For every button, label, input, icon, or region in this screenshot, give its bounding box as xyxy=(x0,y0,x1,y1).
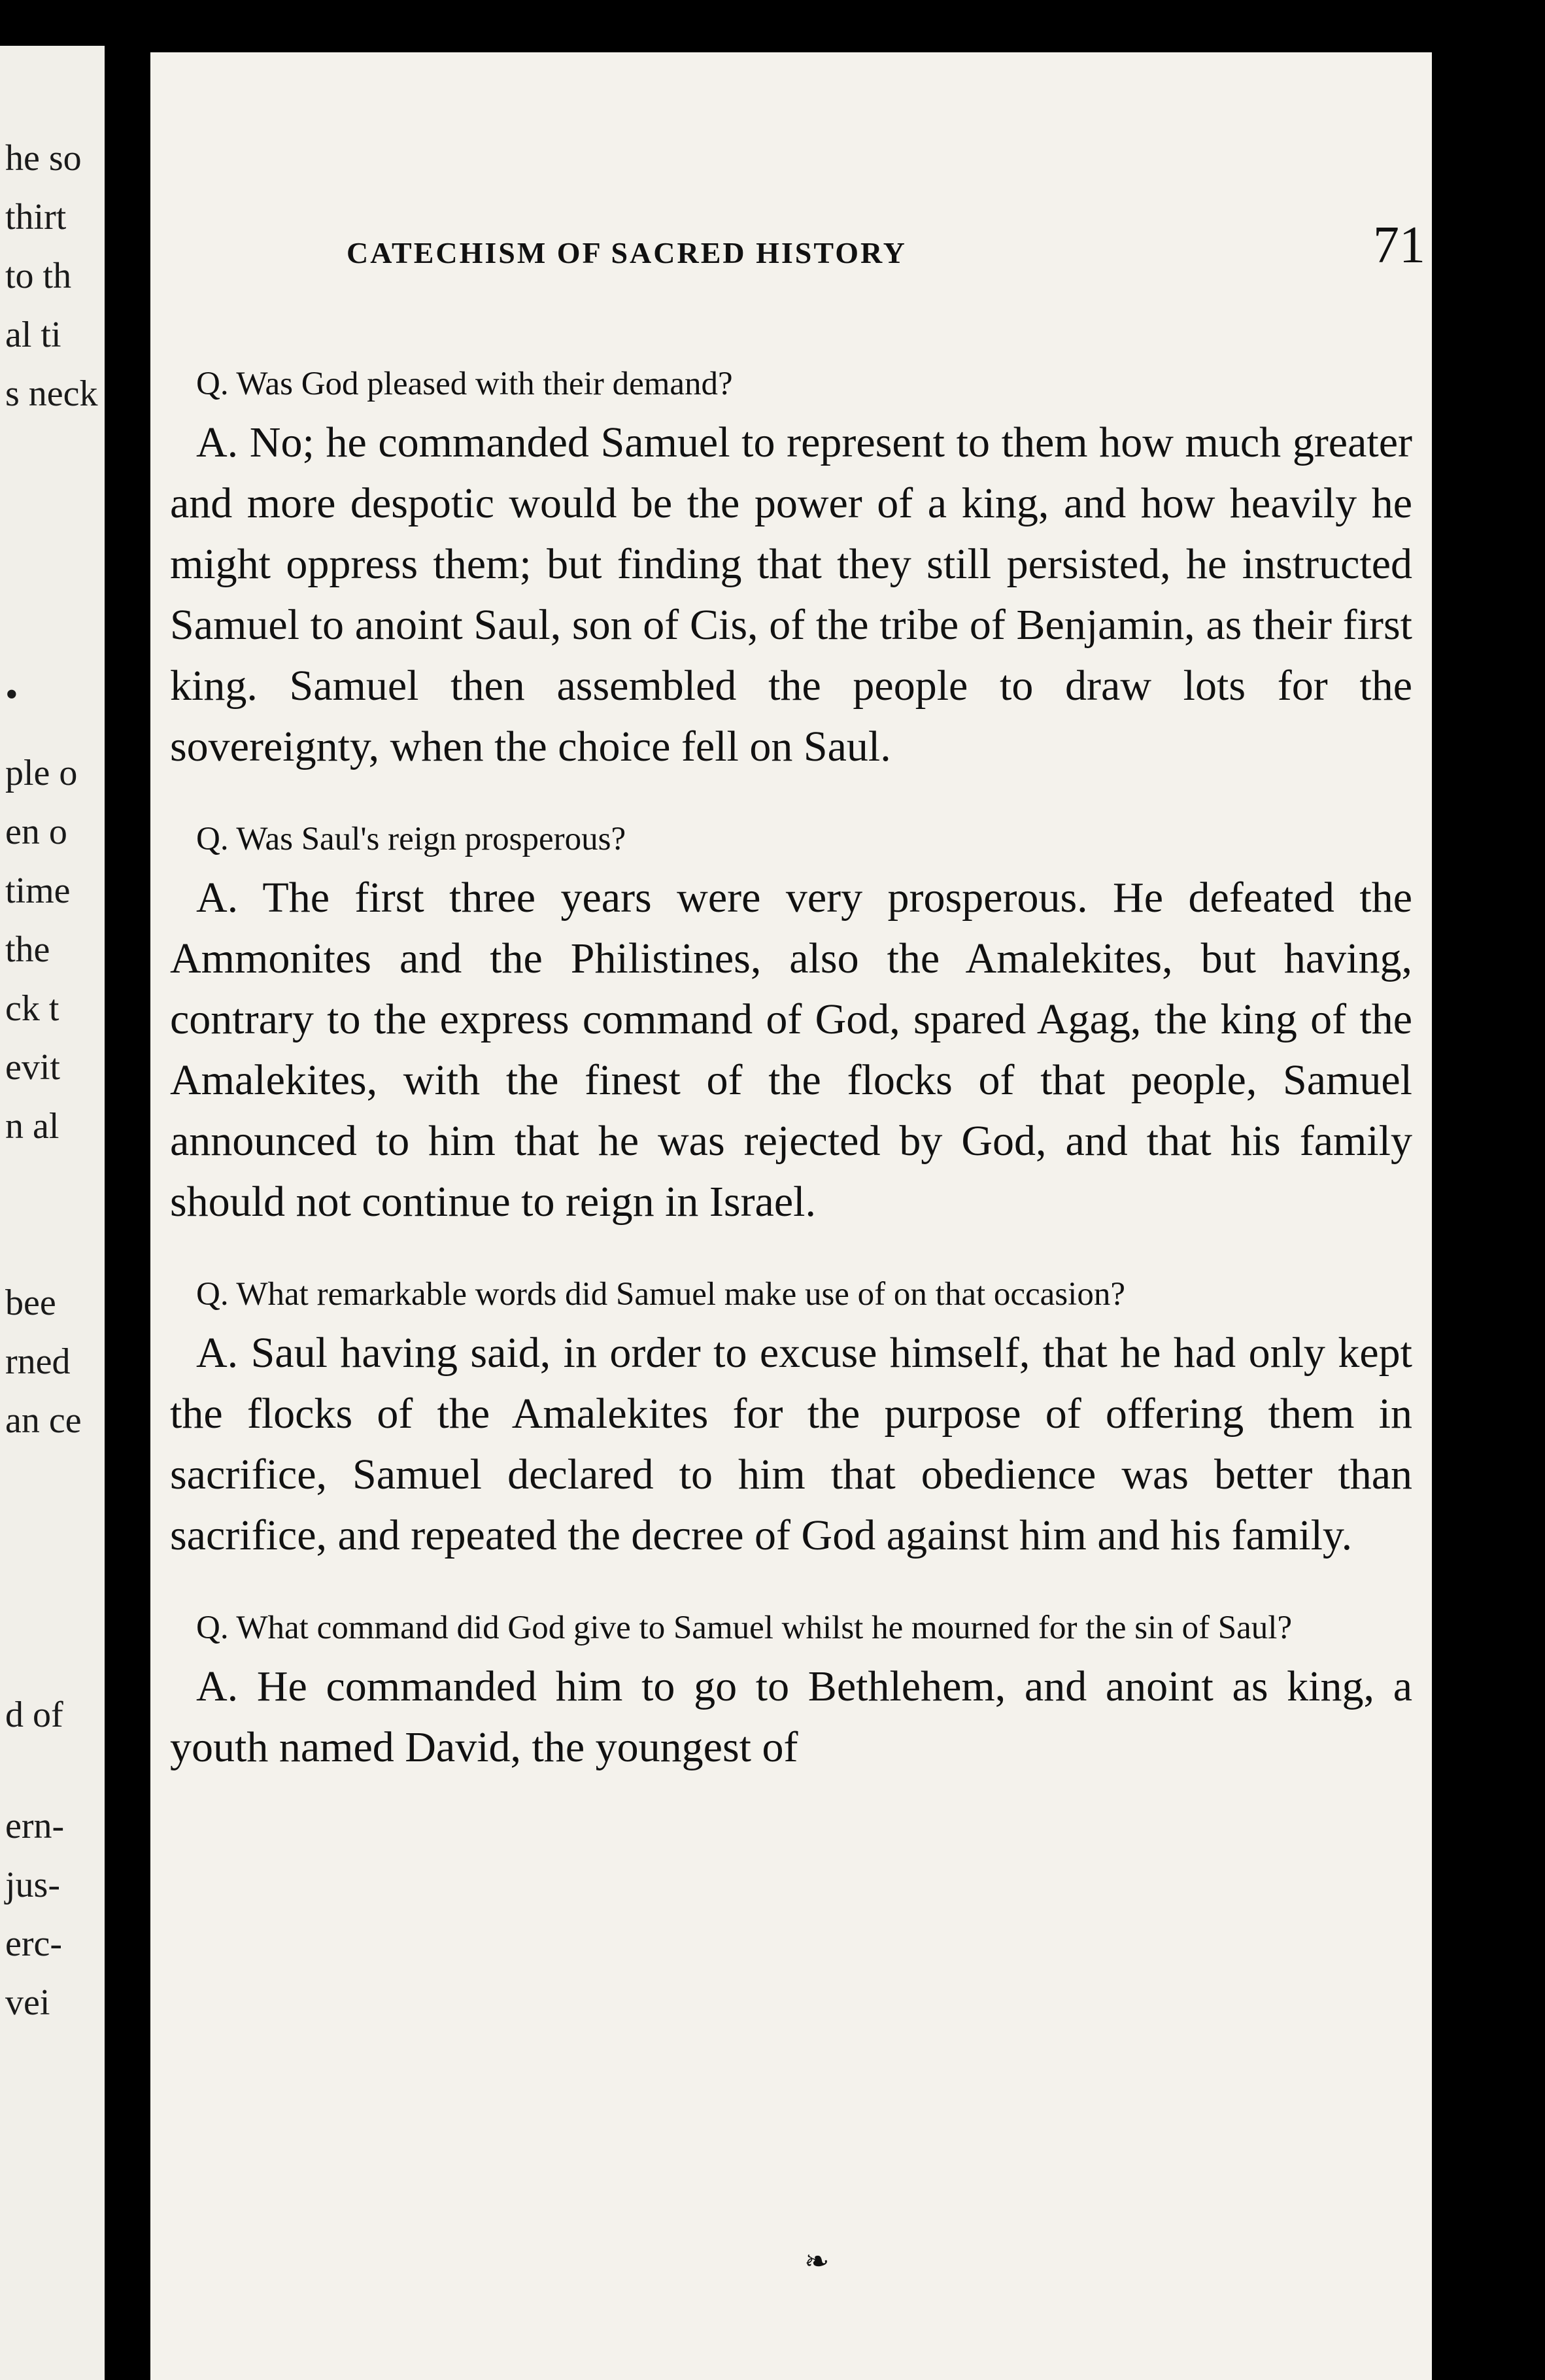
answer-text: A. The first three years were very prosperous. He defeated the Ammonites and the Philistines, also the Amalekites, but having, contrary to the express command of God, spared Agag, the king of the Amalekites, with the finest of the flocks of that people, Samuel announced to him that he was rejected by God, and that his family should not continue to reign in Israel. xyxy=(170,874,1412,1226)
facing-page-fragment: • xyxy=(5,674,18,715)
page-number: 71 xyxy=(1373,216,1425,274)
facing-page-fragment: thirt xyxy=(5,197,67,237)
question-text: Q. What command did God give to Samuel whilst he mourned for the sin of Saul? xyxy=(196,1610,1293,1646)
book-gutter xyxy=(105,39,150,2380)
facing-page-margin xyxy=(0,46,114,2380)
facing-page-fragment: an ce xyxy=(5,1400,82,1441)
facing-page-fragment: rned xyxy=(5,1341,71,1382)
facing-page-fragment: evit xyxy=(5,1047,60,1088)
book-page xyxy=(150,52,1432,2380)
answer-text: A. Saul having said, in order to excuse himself, that he had only kept the flocks of the Amalekites for the purpose of offering them in sacrifice, Samuel declared to him that obedience was better than sacrifice, and repeated the decree of God against him and his family. xyxy=(170,1329,1412,1559)
page-body xyxy=(170,360,1412,1778)
scan-border xyxy=(1432,0,1545,2380)
facing-page-fragment: bee xyxy=(5,1283,56,1323)
facing-page-fragment: he so xyxy=(5,138,82,179)
question-text: Q. Was Saul's reign prosperous? xyxy=(196,821,626,857)
page-header xyxy=(347,216,1425,288)
running-head: CATECHISM OF SACRED HISTORY xyxy=(347,236,907,269)
facing-page-fragment: jus- xyxy=(5,1865,60,1905)
facing-page-fragment: en o xyxy=(5,812,67,852)
facing-page-fragment: time xyxy=(5,871,71,911)
answer-text: A. He commanded him to go to Bethlehem, and anoint as king, a youth named David, the youngest of xyxy=(170,1663,1412,1771)
facing-page-fragment: al ti xyxy=(5,315,61,355)
facing-page-fragment: d of xyxy=(5,1695,63,1735)
facing-page-fragment: to th xyxy=(5,256,72,296)
facing-page-fragment: vei xyxy=(5,1982,50,2023)
question-text: Q. Was God pleased with their demand? xyxy=(196,366,733,402)
facing-page-fragment: the xyxy=(5,929,50,970)
answer-text: A. No; he commanded Samuel to represent to them how much greater and more despotic would be the power of a king, and how heavily he might oppress them; but finding that they still persisted, he instructed Samuel to anoint Saul, son of Cis, of the tribe of Benjamin, as their first king. Samuel then assembled the people to draw lots for the sovereignty, when the choice fell on Saul. xyxy=(170,419,1412,770)
facing-page-fragment: n al xyxy=(5,1106,59,1147)
question-text: Q. What remarkable words did Samuel make use of on that occasion? xyxy=(196,1276,1125,1313)
facing-page-fragment: ck t xyxy=(5,988,59,1029)
facing-page-fragment: ern- xyxy=(5,1806,65,1846)
facing-page-fragment: erc- xyxy=(5,1923,63,1964)
facing-page-fragment: ple o xyxy=(5,753,78,793)
facing-page-fragment: s neck xyxy=(5,373,98,414)
ornament-mark: ❧ xyxy=(804,2245,830,2278)
